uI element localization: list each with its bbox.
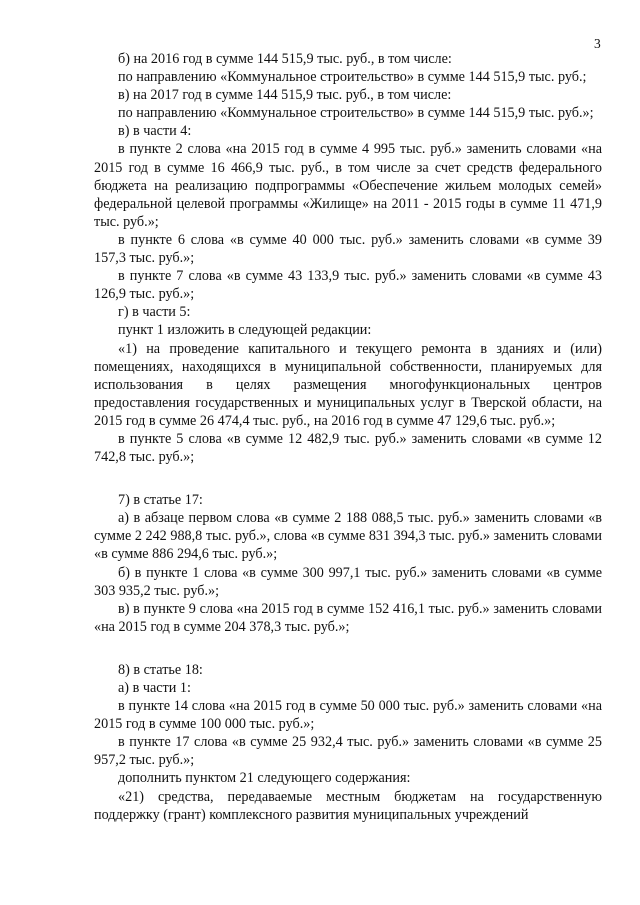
document-body: [94, 50, 602, 824]
paragraph: б) на 2016 год в сумме 144 515,9 тыс. руб., в том числе:: [118, 51, 452, 67]
paragraph: 8) в статье 18:: [118, 661, 203, 678]
paragraph: в пункте 7 слова «в сумме 43 133,9 тыс. руб.» заменить словами «в сумме 43 126,9 тыс. руб.»;: [94, 268, 602, 303]
paragraph: «1) на проведение капитального и текущего ремонта в зданиях и (или) помещениях, находящихся в муниципальной собственности, планируемых для использования в целях размещения многофункциональных центров предоставления государственных и муниципальных услуг в Тверской области, на 2015 год в сумме 26 474,4 тыс. руб., на 2016 год в сумме 47 129,6 тыс. руб.»;: [94, 340, 602, 429]
page-number: 3: [594, 36, 601, 51]
paragraph: «21) средства, передаваемые местным бюджетам на государственную поддержку (грант) комплексного развития муниципальных учреждений: [94, 788, 602, 823]
paragraph: по направлению «Коммунальное строительство» в сумме 144 515,9 тыс. руб.;: [118, 69, 587, 86]
paragraph: в пункте 14 слова «на 2015 год в сумме 50 000 тыс. руб.» заменить словами «на 2015 год в сумме 100 000 тыс. руб.»;: [94, 698, 602, 733]
paragraph: по направлению «Коммунальное строительство» в сумме 144 515,9 тыс. руб.»;: [118, 105, 594, 122]
paragraph: а) в части 1:: [118, 680, 191, 696]
paragraph: в пункте 5 слова «в сумме 12 482,9 тыс. руб.» заменить словами «в сумме 12 742,8 тыс. руб.»;: [94, 430, 602, 466]
paragraph: б) в пункте 1 слова «в сумме 300 997,1 тыс. руб.» заменить словами «в сумме 303 935,2 тыс. руб.»;: [94, 564, 602, 599]
paragraph: в пункте 17 слова «в сумме 25 932,4 тыс. руб.» заменить словами «в сумме 25 957,2 тыс. руб.»;: [94, 734, 602, 769]
paragraph: в) в части 4:: [118, 123, 192, 140]
paragraph: 7) в статье 17:: [118, 492, 203, 509]
paragraph: в пункте 6 слова «в сумме 40 000 тыс. руб.» заменить словами «в сумме 39 157,3 тыс. руб.»;: [94, 231, 602, 267]
paragraph: а) в абзаце первом слова «в сумме 2 188 088,5 тыс. руб.» заменить словами «в сумме 2 242 988,8 тыс. руб.», слова «в сумме 831 394,3 тыс. руб.» заменить словами «в сумме 886 294,6 тыс. руб.»;: [94, 510, 602, 563]
paragraph: в пункте 2 слова «на 2015 год в сумме 4 995 тыс. руб.» заменить словами «на 2015 год в сумме 16 466,9 тыс. руб., в том числе за счет средств федерального бюджета на реализацию подпрограммы «Обеспечение жильем молодых семей» федеральной целевой программы «Жилище» на 2011 - 2015 годы в сумме 11 471,9 тыс. руб.»;: [94, 141, 602, 230]
paragraph: г) в части 5:: [118, 304, 191, 321]
paragraph: дополнить пунктом 21 следующего содержания:: [118, 770, 411, 787]
paragraph: пункт 1 изложить в следующей редакции:: [118, 322, 372, 339]
paragraph: в) на 2017 год в сумме 144 515,9 тыс. руб., в том числе:: [118, 87, 452, 104]
paragraph: в) в пункте 9 слова «на 2015 год в сумме 152 416,1 тыс. руб.» заменить словами «на 2015 год в сумме 204 378,3 тыс. руб.»;: [94, 600, 602, 635]
